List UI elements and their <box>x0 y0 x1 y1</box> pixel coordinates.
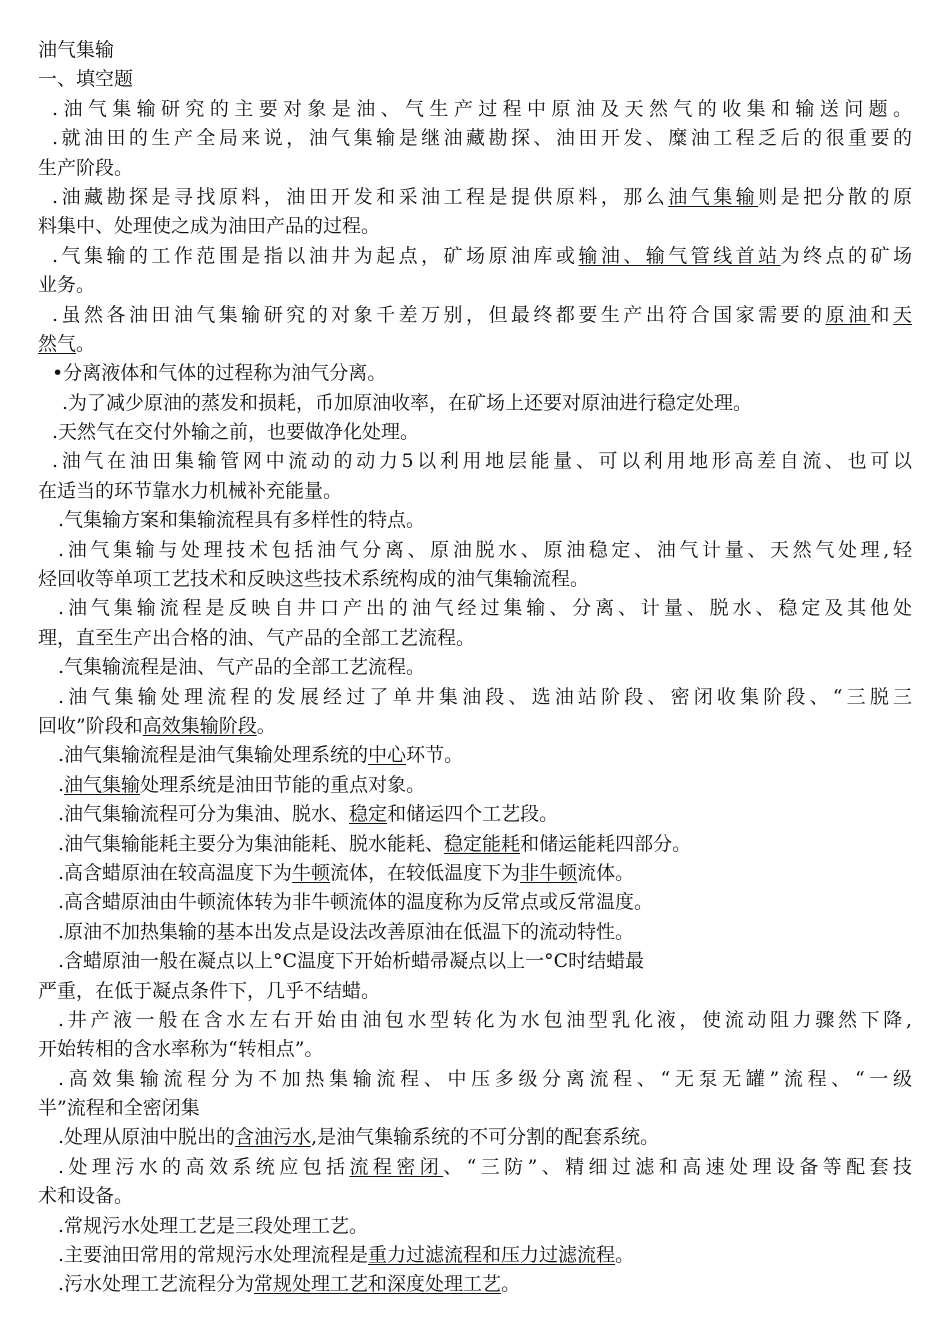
text-line <box>38 918 912 947</box>
text-line <box>38 830 912 859</box>
answer-blank: 油气集输 <box>64 773 141 796</box>
text-line <box>38 1123 912 1152</box>
text-segment: 为终点的矿场 <box>780 244 912 267</box>
text-segment: •分离液体和气体的过程称为油气分离。 <box>52 362 387 385</box>
text-line <box>38 1212 912 1241</box>
text-segment: .井产液一般在含水左右开始由油包水型转化为水包油型乳化液，使流动阻力骤然下降, <box>58 1008 912 1031</box>
text-segment: .含蜡原油一般在凝点以上°C温度下开始析蜡帚凝点以上一°C时结蜡最 <box>58 950 645 973</box>
answer-blank: 常规处理工艺和深度处理工艺 <box>254 1273 502 1296</box>
text-segment: .就油田的生产全局来说，油气集输是继油藏勘探、油田开发、糜油工程乏后的很重要的 <box>52 127 912 150</box>
text-line <box>38 301 912 330</box>
text-segment: .高含蜡原油由牛顿流体转为非牛顿流体的温度称为反常点或反常温度。 <box>58 891 654 914</box>
text-line <box>38 212 912 241</box>
answer-blank: 非牛顿 <box>520 861 578 884</box>
text-line <box>38 1094 912 1123</box>
text-segment: .高含蜡原油在较高温度下为 <box>58 861 293 884</box>
document-body <box>38 95 912 1300</box>
text-line <box>38 536 912 565</box>
text-line <box>38 359 912 388</box>
text-line <box>38 154 912 183</box>
text-line <box>38 477 912 506</box>
answer-blank: 天 <box>892 303 912 326</box>
text-line <box>38 653 912 682</box>
text-segment: 和储运四个工艺段。 <box>387 803 559 826</box>
text-segment: 环节。 <box>406 744 464 767</box>
text-line <box>38 271 912 300</box>
text-segment: 回收”阶段和 <box>38 714 143 737</box>
answer-blank: 原油 <box>825 303 871 326</box>
text-segment: .气集输的工作范围是指以油井为起点，矿场原油库或 <box>52 244 579 267</box>
text-line <box>38 683 912 712</box>
text-line <box>38 624 912 653</box>
text-line <box>38 741 912 770</box>
text-line <box>38 506 912 535</box>
text-line <box>38 1270 912 1299</box>
answer-blank: 含油污水 <box>235 1126 312 1149</box>
answer-blank: 重力过滤流程和压力过滤流程 <box>368 1244 616 1267</box>
answer-blank: 流程密闭 <box>349 1155 444 1178</box>
text-segment: 、“三防”、精细过滤和高速处理设备等配套技 <box>443 1155 912 1178</box>
text-segment: ,是油气集输系统的不可分割的配套系统。 <box>311 1126 660 1149</box>
document-title: 油气集输 <box>38 39 115 61</box>
text-line <box>38 1241 912 1270</box>
answer-blank: 稳定能耗 <box>444 832 521 855</box>
text-line <box>38 771 912 800</box>
text-segment: 则是把分散的原 <box>758 185 912 208</box>
text-segment: .主要油田常用的常规污水处理流程是 <box>58 1244 369 1267</box>
text-segment: .污水处理工艺流程分为 <box>58 1273 255 1296</box>
answer-blank: 油气集输 <box>668 185 759 208</box>
text-segment: 生产阶段。 <box>38 156 134 179</box>
text-segment: 流体，在较低温度下为 <box>330 861 521 884</box>
text-segment: .常规污水处理工艺是三段处理工艺。 <box>58 1214 369 1237</box>
text-segment: 术和设备。 <box>38 1185 134 1208</box>
text-line <box>38 947 912 976</box>
text-line <box>38 977 912 1006</box>
text-segment: .油气集输与处理技术包括油气分离、原油脱水、原油稳定、油气计量、天然气处理,轻 <box>58 538 912 561</box>
text-line <box>38 712 912 741</box>
answer-blank: 稳定 <box>349 803 388 826</box>
text-segment: 。 <box>256 714 276 737</box>
text-segment: .油气集输能耗主要分为集油能耗、脱水能耗、 <box>58 832 445 855</box>
text-line <box>38 1182 912 1211</box>
text-segment: .原油不加热集输的基本出发点是设法改善原油在低温下的流动特性。 <box>58 920 635 943</box>
answer-blank: 输油、输气管线首站 <box>578 244 781 267</box>
text-segment: .气集输方案和集输流程具有多样性的特点。 <box>58 509 426 532</box>
text-line <box>38 183 912 212</box>
text-segment: 料集中、处理使之成为油田产品的过程。 <box>38 215 381 238</box>
text-line <box>38 389 912 418</box>
text-segment: 和储运能耗四部分。 <box>520 832 692 855</box>
text-segment: 。 <box>76 332 96 355</box>
text-line <box>38 1065 912 1094</box>
text-line <box>38 418 912 447</box>
text-segment: 严重，在低于凝点条件下，几乎不结蜡。 <box>38 979 381 1002</box>
text-segment: .天然气在交付外输之前，也要做净化处理。 <box>52 421 420 444</box>
text-segment: .油气集输流程是反映自井口产出的油气经过集输、分离、计量、脱水、稳定及其他处 <box>58 597 912 620</box>
text-segment: .油气在油田集输管网中流动的动力5以利用地层能量、可以利用地形高差自流、也可以 <box>52 450 912 473</box>
text-segment: .油气集输流程是油气集输处理系统的 <box>58 744 369 767</box>
text-line <box>38 800 912 829</box>
text-segment: .油气集输处理流程的发展经过了单井集油段、选油站阶段、密闭收集阶段、“三脱三 <box>58 685 912 708</box>
text-segment: 。 <box>501 1273 521 1296</box>
text-segment: 半”流程和全密闭集 <box>38 1097 200 1120</box>
text-segment: .处理从原油中脱出的 <box>58 1126 236 1149</box>
text-segment: .高效集输流程分为不加热集输流程、中压多级分离流程、“无泵无罐”流程、“一级 <box>58 1067 912 1090</box>
text-line <box>38 330 912 359</box>
text-segment: .为了减少原油的蒸发和损耗，币加原油收率，在矿场上还要对原油进行稳定处理。 <box>62 391 753 414</box>
text-segment: .气集输流程是油、气产品的全部工艺流程。 <box>58 656 426 679</box>
text-line <box>38 1153 912 1182</box>
text-segment: 烃回收等单项工艺技术和反映这些技术系统构成的油气集输流程。 <box>38 568 590 591</box>
text-line <box>38 95 912 124</box>
text-segment: .虽然各油田油气集输研究的对象千差万别，但最终都要生产出符合国家需要的 <box>52 303 826 326</box>
text-segment: . <box>58 773 65 796</box>
text-line <box>38 888 912 917</box>
text-segment: .处理污水的高效系统应包括 <box>58 1155 350 1178</box>
text-segment: .油气集输研究的主要对象是油、气生产过程中原油及天然气的收集和输送问题。 <box>52 97 912 120</box>
section-heading: 一、填空题 <box>38 68 134 91</box>
answer-blank: 中心 <box>368 744 407 767</box>
text-segment: 流体。 <box>577 861 635 884</box>
text-segment: 理，直至生产出合格的油、气产品的全部工艺流程。 <box>38 626 476 649</box>
text-segment: .油藏勘探是寻找原料，油田开发和采油工程是提供原料，那么 <box>52 185 669 208</box>
text-line <box>38 594 912 623</box>
answer-blank: 牛顿 <box>292 861 331 884</box>
text-line <box>38 1035 912 1064</box>
text-segment: .油气集输流程可分为集油、脱水、 <box>58 803 350 826</box>
text-segment: 在适当的环节靠水力机械补充能量。 <box>38 479 343 502</box>
text-line <box>38 124 912 153</box>
text-segment: 开始转相的含水率称为“转相点”。 <box>38 1038 324 1061</box>
text-segment: 。 <box>615 1244 635 1267</box>
text-line <box>38 859 912 888</box>
text-line <box>38 447 912 476</box>
text-line <box>38 242 912 271</box>
answer-blank: 高效集输阶段 <box>142 714 257 737</box>
text-segment: 和 <box>870 303 893 326</box>
answer-blank: 然气 <box>38 332 77 355</box>
text-line <box>38 565 912 594</box>
text-segment: 业务。 <box>38 274 96 297</box>
text-segment: 处理系统是油田节能的重点对象。 <box>140 773 426 796</box>
text-line <box>38 1006 912 1035</box>
